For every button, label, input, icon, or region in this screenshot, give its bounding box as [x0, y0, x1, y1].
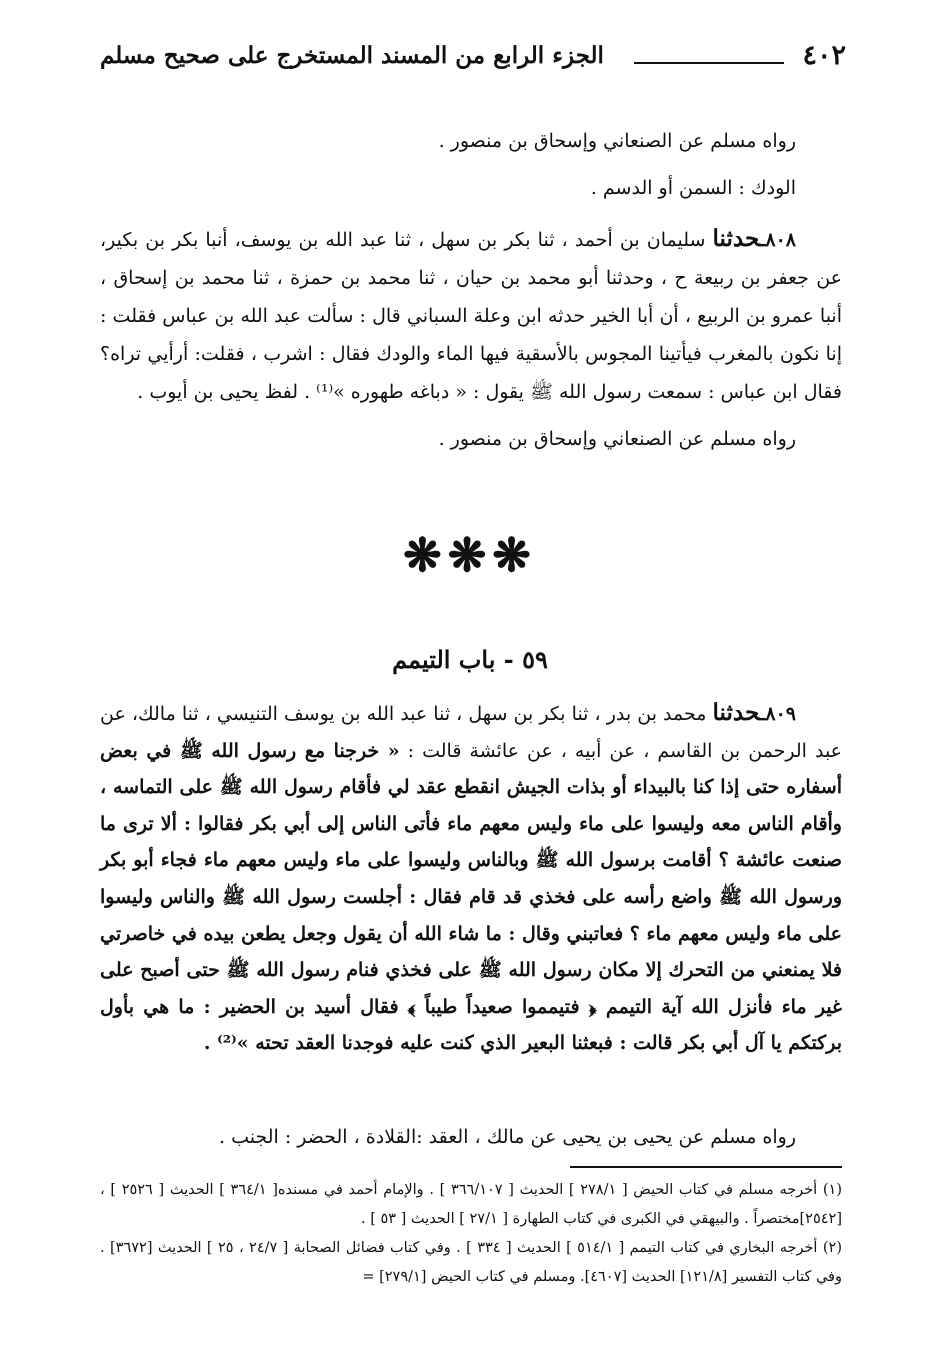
footnotes	[100, 1176, 842, 1292]
riwaya-line: رواه مسلم عن الصنعاني وإسحاق بن منصور .	[438, 130, 796, 152]
hadith-808	[100, 220, 842, 458]
hadith-808-text	[100, 220, 842, 411]
riwaya-809	[100, 1118, 842, 1156]
riwaya-line: رواه مسلم عن الصنعاني وإسحاق بن منصور .	[438, 428, 796, 450]
hadith-809-text	[100, 695, 842, 1062]
section-separator: ❋❋❋	[403, 528, 537, 582]
haddathana-word: حدثنا	[712, 225, 760, 252]
page-number: ٤٠٢	[802, 40, 846, 71]
hadith-matn: « خرجنا مع رسول الله ﷺ في بعض أسفاره حتى إذا كنا بالبيداء أو بذات الجيش انقطع عقد لي فأقام رسول الله ﷺ على التماسه ، وأقام الناس معه وليسوا على ماء وليس معهم ماء فأتى الناس إلى أبي بكر فقالوا : ألا ترى ما صنعت عائشة ؟ أقامت برسول الله ﷺ وبالناس وليسوا على ماء وليس معهم ماء فجاء أبو بكر ورسول الله ﷺ واضع رأسه على فخذي قد قام فقال : أجلست رسول الله ﷺ والناس وليسوا على ماء وليس معهم ماء ؟ فعاتبني وقال : ما شاء الله أن يقول وجعل يطعن بيده في خاصرتي فلا يمنعني من التحرك إلا مكان رسول الله ﷺ على فخذي فنام رسول الله ﷺ حتى أصبح على غير ماء فأنزل الله آية التيمم ﴿ فتيمموا صعيداً طيباً ﴾ فقال أسيد بن الحضير : ما هي بأول بركتكم يا آل أبي بكر قالت : فبعثنا البعير الذي كنت عليه فوجدنا العقد تحته »⁽²⁾ .	[100, 739, 842, 1055]
hadith-number: ٨٠٨ـ	[759, 229, 796, 251]
footnote-1: (١) أخرجه مسلم في كتاب الحيض [ ٢٧٨/١ ] الحديث [ ٣٦٦/١٠٧ ] . والإمام أحمد في مسنده[ ٣٦٤/١ ] الحديث [ ٢٥٢٦ ] ،[٢٥٤٢]مختصراً . والبيهقي في الكبرى في كتاب الطهارة [ ٢٧/١ ] الحديث [ ٥٣ ] .	[100, 1182, 842, 1227]
running-title: الجزء الرابع من المسند المستخرج على صحيح مسلم	[100, 42, 604, 69]
riwaya-line: رواه مسلم عن يحيى بن يحيى عن مالك ، العقد :القلادة ، الحضر : الجنب .	[219, 1126, 796, 1148]
hadith-number: ٨٠٩ـ	[759, 703, 796, 725]
chapter-heading: ٥٩ - باب التيمم	[392, 645, 548, 674]
haddathana-word: حدثنا	[712, 699, 760, 726]
hadith-809	[100, 695, 842, 1062]
header-rule	[634, 62, 784, 64]
top-section	[100, 122, 842, 207]
gloss-line: الودك : السمن أو الدسم .	[590, 177, 796, 199]
footnote-rule	[570, 1166, 842, 1168]
hadith-body: سليمان بن أحمد ، ثنا بكر بن سهل ، ثنا عبد الله بن يوسف، أنبا بكر بن بكير، عن جعفر بن ربيعة ح ، وحدثنا أبو محمد بن حيان ، ثنا محمد بن حمزة ، ثنا محمد بن إسحاق ، أنبا عمرو بن الربيع ، أن أبا الخير حدثه ابن وعلة السباني قال : سألت عبد الله بن عباس فقلت : إنا نكون بالمغرب فيأتينا المجوس بالأسقية فيها الماء والودك فقال : اشرب ، فقلت: أرأيي تراه؟ فقال ابن عباس : سمعت رسول الله ﷺ يقول : « دباغه طهوره »⁽¹⁾ . لفظ يحيى بن أيوب .	[100, 229, 843, 403]
page-header	[100, 40, 846, 90]
footnote-2: (٢) أخرجه البخاري في كتاب التيمم [ ٥١٤/١ ] الحديث [ ٣٣٤ ] . وفي كتاب فضائل الصحابة [ ٢٤/٧ ، ٢٥ ] الحديث [٣٦٧٢] . وفي كتاب التفسير [١٢١/٨] الحديث [٤٦٠٧]. ومسلم في كتاب الحيض [٢٧٩/١] =	[100, 1240, 842, 1285]
hadith-isnad: محمد بن بدر ، ثنا بكر بن سهل ، ثنا عبد الله بن يوسف التنيسي ، ثنا مالك، عن عبد الرحمن بن القاسم ، عن أبيه ، عن عائشة قالت :	[100, 703, 843, 762]
